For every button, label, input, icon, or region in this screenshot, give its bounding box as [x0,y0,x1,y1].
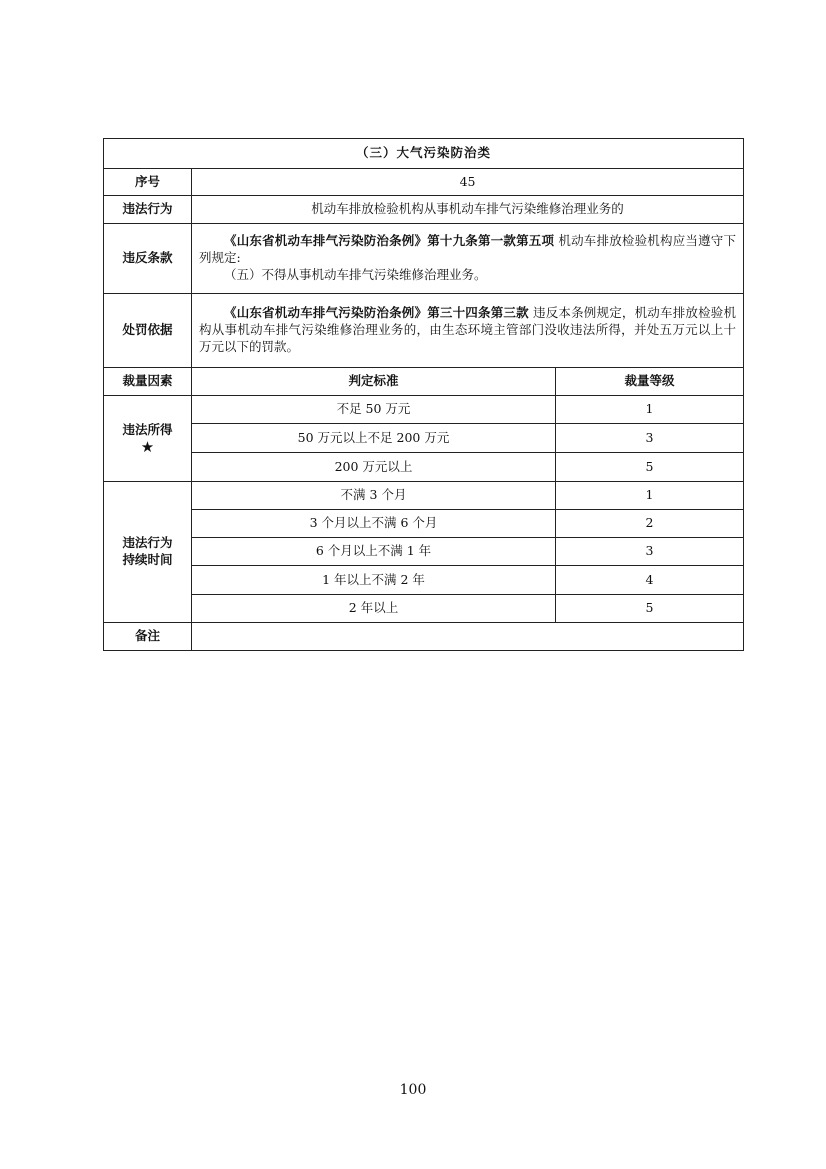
duration-label-line1: 违法行为 [122,535,173,551]
criteria-header: 判定标准 [192,368,556,396]
table-row-level: 1 [556,482,744,510]
violation-value: 机动车排放检验机构从事机动车排气污染维修治理业务的 [192,196,744,224]
table-row-criteria: 1 年以上不满 2 年 [192,566,556,595]
penalty-basis-citation: 《山东省机动车排气污染防治条例》第三十四条第三款 [224,305,529,321]
penalty-basis-text: 违反本条例规定，机动车排放检验机构从事机动车排气污染维修治理业务的，由生态环境主管部门没收违法所得，并处五万元以上十万元以下的罚款。 [199,305,737,354]
penalty-basis-cell [192,294,744,368]
table-row-level: 2 [556,510,744,538]
table-row-level: 4 [556,566,744,595]
illegal-gains-label [104,396,192,482]
table-row-level: 5 [556,453,744,482]
duration-label [104,482,192,623]
table-row-criteria: 不满 3 个月 [192,482,556,510]
table-row-criteria: 2 年以上 [192,595,556,623]
serial-label: 序号 [104,169,192,196]
table-row-criteria: 200 万元以上 [192,453,556,482]
table-row-level: 5 [556,595,744,623]
factors-label: 裁量因素 [104,368,192,396]
penalty-basis-label: 处罚依据 [104,294,192,368]
table-row-criteria: 6 个月以上不满 1 年 [192,538,556,566]
level-header: 裁量等级 [556,368,744,396]
violated-provision-citation: 《山东省机动车排气污染防治条例》第十九条第一款第五项 [224,233,555,249]
table-row-criteria: 3 个月以上不满 6 个月 [192,510,556,538]
table-row-level: 3 [556,424,744,453]
star-icon: ★ [140,438,155,457]
remarks-value [192,623,744,651]
violated-provision-cell [192,224,744,294]
table-row-criteria: 50 万元以上不足 200 万元 [192,424,556,453]
violation-label: 违法行为 [104,196,192,224]
duration-label-line2: 持续时间 [122,552,173,567]
table-row-level: 1 [556,396,744,424]
penalty-discretion-table [103,138,744,651]
violated-provision-text: 机动车排放检验机构应当遵守下列规定: [199,233,737,266]
serial-value: 45 [192,169,744,196]
table-row-criteria: 不足 50 万元 [192,396,556,424]
table-title: （三）大气污染防治类 [104,139,744,169]
page-number: 100 [399,1082,427,1098]
table-row-level: 3 [556,538,744,566]
illegal-gains-label-text: 违法所得 [122,421,173,437]
violated-provision-label: 违反条款 [104,224,192,294]
remarks-label: 备注 [104,623,192,651]
violated-provision-item: （五）不得从事机动车排气污染维修治理业务。 [224,266,487,282]
